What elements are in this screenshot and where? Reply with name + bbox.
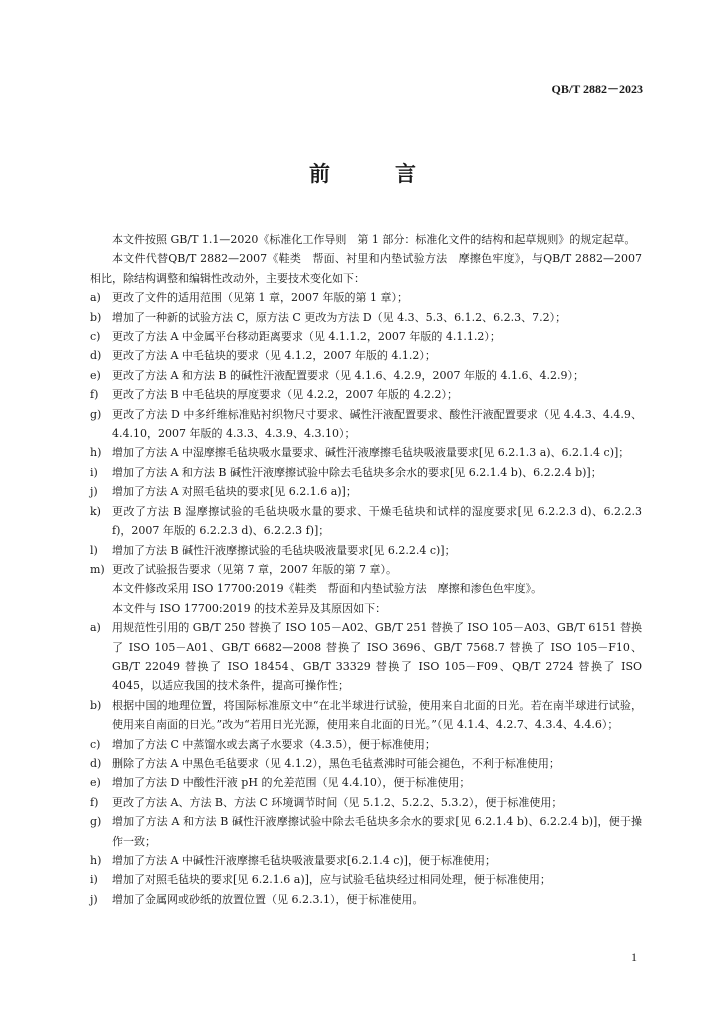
list-marker: b) [90, 698, 102, 712]
list-item [90, 288, 642, 307]
list-text: 增加了金属网或砂纸的放置位置（见 6.2.3.1），便于标准使用。 [112, 892, 424, 906]
list-text: 更改了方法 B 湿摩擦试验的毛毡块吸水量的要求、干燥毛毡块和试样的湿度要求[见 6.2.2.3 d)、6.2.2.3 f)，2007 年版的 6.2.2.3 d)、6.2.2.3 f)]； [112, 504, 642, 538]
list-text: 更改了方法 A、方法 B、方法 C 环境调节时间（见 5.1.2、5.2.2、5.3.2），便于标准使用； [112, 795, 563, 809]
list-text: 增加了方法 C 中蒸馏水或去离子水要求（4.3.5），便于标准使用； [112, 737, 436, 751]
foreword-body [90, 230, 642, 909]
list-marker: e) [90, 776, 101, 790]
list-text: 更改了文件的适用范围（见第 1 章，2007 年版的第 1 章）； [112, 291, 408, 305]
list-item [90, 851, 642, 870]
list-item [90, 696, 642, 735]
list-marker: i) [90, 465, 98, 479]
iso-paragraph: 本文件修改采用 ISO 17700:2019《鞋类 帮面和内垫试验方法 摩擦和渗色色牢度》。 [112, 582, 543, 596]
list-marker: e) [90, 368, 101, 382]
list-marker: c) [90, 330, 101, 344]
list-item [90, 405, 642, 444]
list-item [90, 308, 642, 327]
list-marker: l) [90, 543, 98, 557]
list-item [90, 541, 642, 560]
list-marker: a) [90, 621, 101, 635]
list-marker: b) [90, 310, 102, 324]
list-item [90, 754, 642, 773]
page-number: 1 [631, 950, 637, 964]
list-text: 增加了方法 A 和方法 B 碱性汗液摩擦试验中除去毛毡块多余水的要求[见 6.2.1.4 b)、6.2.2.4 b)]，便于操作一致； [112, 815, 642, 848]
list-item [90, 618, 642, 696]
list-text: 更改了方法 D 中多纤维标准贴衬织物尺寸要求、碱性汗液配置要求、酸性汗液配置要求（见 4.4.3、4.4.9、4.4.10，2007 年版的 4.3.3、4.3.9、4.3.10）； [112, 407, 642, 441]
list-text: 增加了方法 A 中碱性汗液摩擦毛毡块吸液量要求[6.2.1.4 c)]，便于标准使用； [112, 854, 496, 867]
list-marker: c) [90, 737, 101, 751]
list-text: 更改了试验报告要求（见第 7 章，2007 年版的第 7 章）。 [112, 562, 397, 576]
list-item [90, 560, 642, 579]
list-text: 更改了方法 B 中毛毡块的厚度要求（见 4.2.2，2007 年版的 4.2.2）； [112, 388, 459, 402]
intro-paragraph: 本文件代替QB/T 2882—2007《鞋类 帮面、衬里和内垫试验方法 摩擦色牢度》，与QB/T 2882—2007相比，除结构调整和编辑性改动外，主要技术变化如下： [90, 252, 642, 285]
list-marker: i) [90, 873, 98, 887]
page-title: 前 言 [309, 161, 438, 186]
list-item [90, 502, 642, 541]
differences-list [90, 618, 642, 909]
list-marker: g) [90, 815, 102, 829]
list-marker: g) [90, 407, 102, 421]
list-item [90, 366, 642, 385]
list-text: 增加了一种新的试验方法 C，原方法 C 更改为方法 D（见 4.3、5.3、6.1.2、6.2.3、7.2）； [112, 310, 567, 324]
list-text: 用规范性引用的 GB/T 250 替换了 ISO 105－A02、GB/T 251 替换了 ISO 105－A03、GB/T 6151 替换了 ISO 105－A01、GB/T 6682—2008 替换了 ISO 3696、GB/T 7568.7 替换了 ISO 105－F10、GB/T 22049 替换了 ISO 18454、GB/T 33329 替换了 ISO 105－F09、QB/T 2724 替换了 ISO 4045，以适应我国的技术条件，提高可操作性； [112, 621, 642, 693]
list-text: 增加了方法 D 中酸性汗液 pH 的允差范围（见 4.4.10），便于标准使用； [112, 776, 471, 790]
list-text: 删除了方法 A 中黑色毛毡要求（见 4.1.2），黑色毛毡煮沸时可能会褪色，不利于标准使用； [112, 756, 560, 770]
changes-list [90, 288, 642, 579]
list-text: 增加了对照毛毡块的要求[见 6.2.1.6 a)]，应与试验毛毡块经过相同处理，便于标准使用； [112, 873, 551, 887]
list-marker: f) [90, 795, 99, 809]
list-text: 更改了方法 A 中毛毡块的要求（见 4.1.2，2007 年版的 4.1.2）； [112, 349, 436, 363]
document-code: QB/T 2882－2023 [551, 82, 643, 96]
list-marker: d) [90, 349, 102, 363]
list-item [90, 793, 642, 812]
list-item [90, 463, 642, 482]
list-marker: j) [90, 485, 98, 499]
list-item [90, 773, 642, 792]
list-item [90, 482, 642, 501]
list-text: 更改了方法 A 和方法 B 的碱性汗液配置要求（见 4.1.6、4.2.9，2007 年版的 4.1.6、4.2.9）； [112, 368, 584, 382]
list-text: 增加了方法 A 和方法 B 碱性汗液摩擦试验中除去毛毡块多余水的要求[见 6.2.1.4 b)、6.2.2.4 b)]； [112, 465, 602, 479]
list-item [90, 870, 642, 889]
list-item [90, 812, 642, 851]
list-marker: d) [90, 756, 102, 770]
list-item [90, 890, 642, 909]
list-text: 增加了方法 B 碱性汗液摩擦试验的毛毡块吸液量要求[见 6.2.2.4 c)]； [112, 543, 456, 557]
list-marker: a) [90, 291, 101, 305]
list-marker: m) [90, 562, 105, 576]
list-item [90, 735, 642, 754]
list-text: 增加了方法 A 对照毛毡块的要求[见 6.2.1.6 a)]； [112, 485, 357, 499]
list-item [90, 443, 642, 462]
intro-paragraph: 本文件按照 GB/T 1.1—2020《标准化工作导则 第 1 部分：标准化文件的结构和起草规则》的规定起草。 [112, 233, 636, 246]
list-marker: k) [90, 504, 101, 518]
list-item [90, 385, 642, 404]
list-text: 根据中国的地理位置，将国际标准原文中“在北半球进行试验，使用来自北面的日光。若在南半球进行试验，使用来自南面的日光。”改为“若用日光光源，使用来自北面的日光。”（见 4.1.4、4.2.7、4.3.4、4.4.6）； [112, 698, 642, 732]
list-marker: j) [90, 892, 98, 906]
iso-paragraph: 本文件与 ISO 17700:2019 的技术差异及其原因如下： [112, 601, 387, 615]
list-text: 增加了方法 A 中湿摩擦毛毡块吸水量要求、碱性汗液摩擦毛毡块吸液量要求[见 6.2.1.3 a)、6.2.1.4 c)]； [112, 446, 630, 460]
list-marker: f) [90, 388, 99, 402]
list-item [90, 327, 642, 346]
list-item [90, 346, 642, 365]
list-marker: h) [90, 446, 102, 460]
list-marker: h) [90, 854, 102, 867]
list-text: 更改了方法 A 中金属平台移动距离要求（见 4.1.1.2，2007 年版的 4.1.1.2）； [112, 330, 501, 344]
